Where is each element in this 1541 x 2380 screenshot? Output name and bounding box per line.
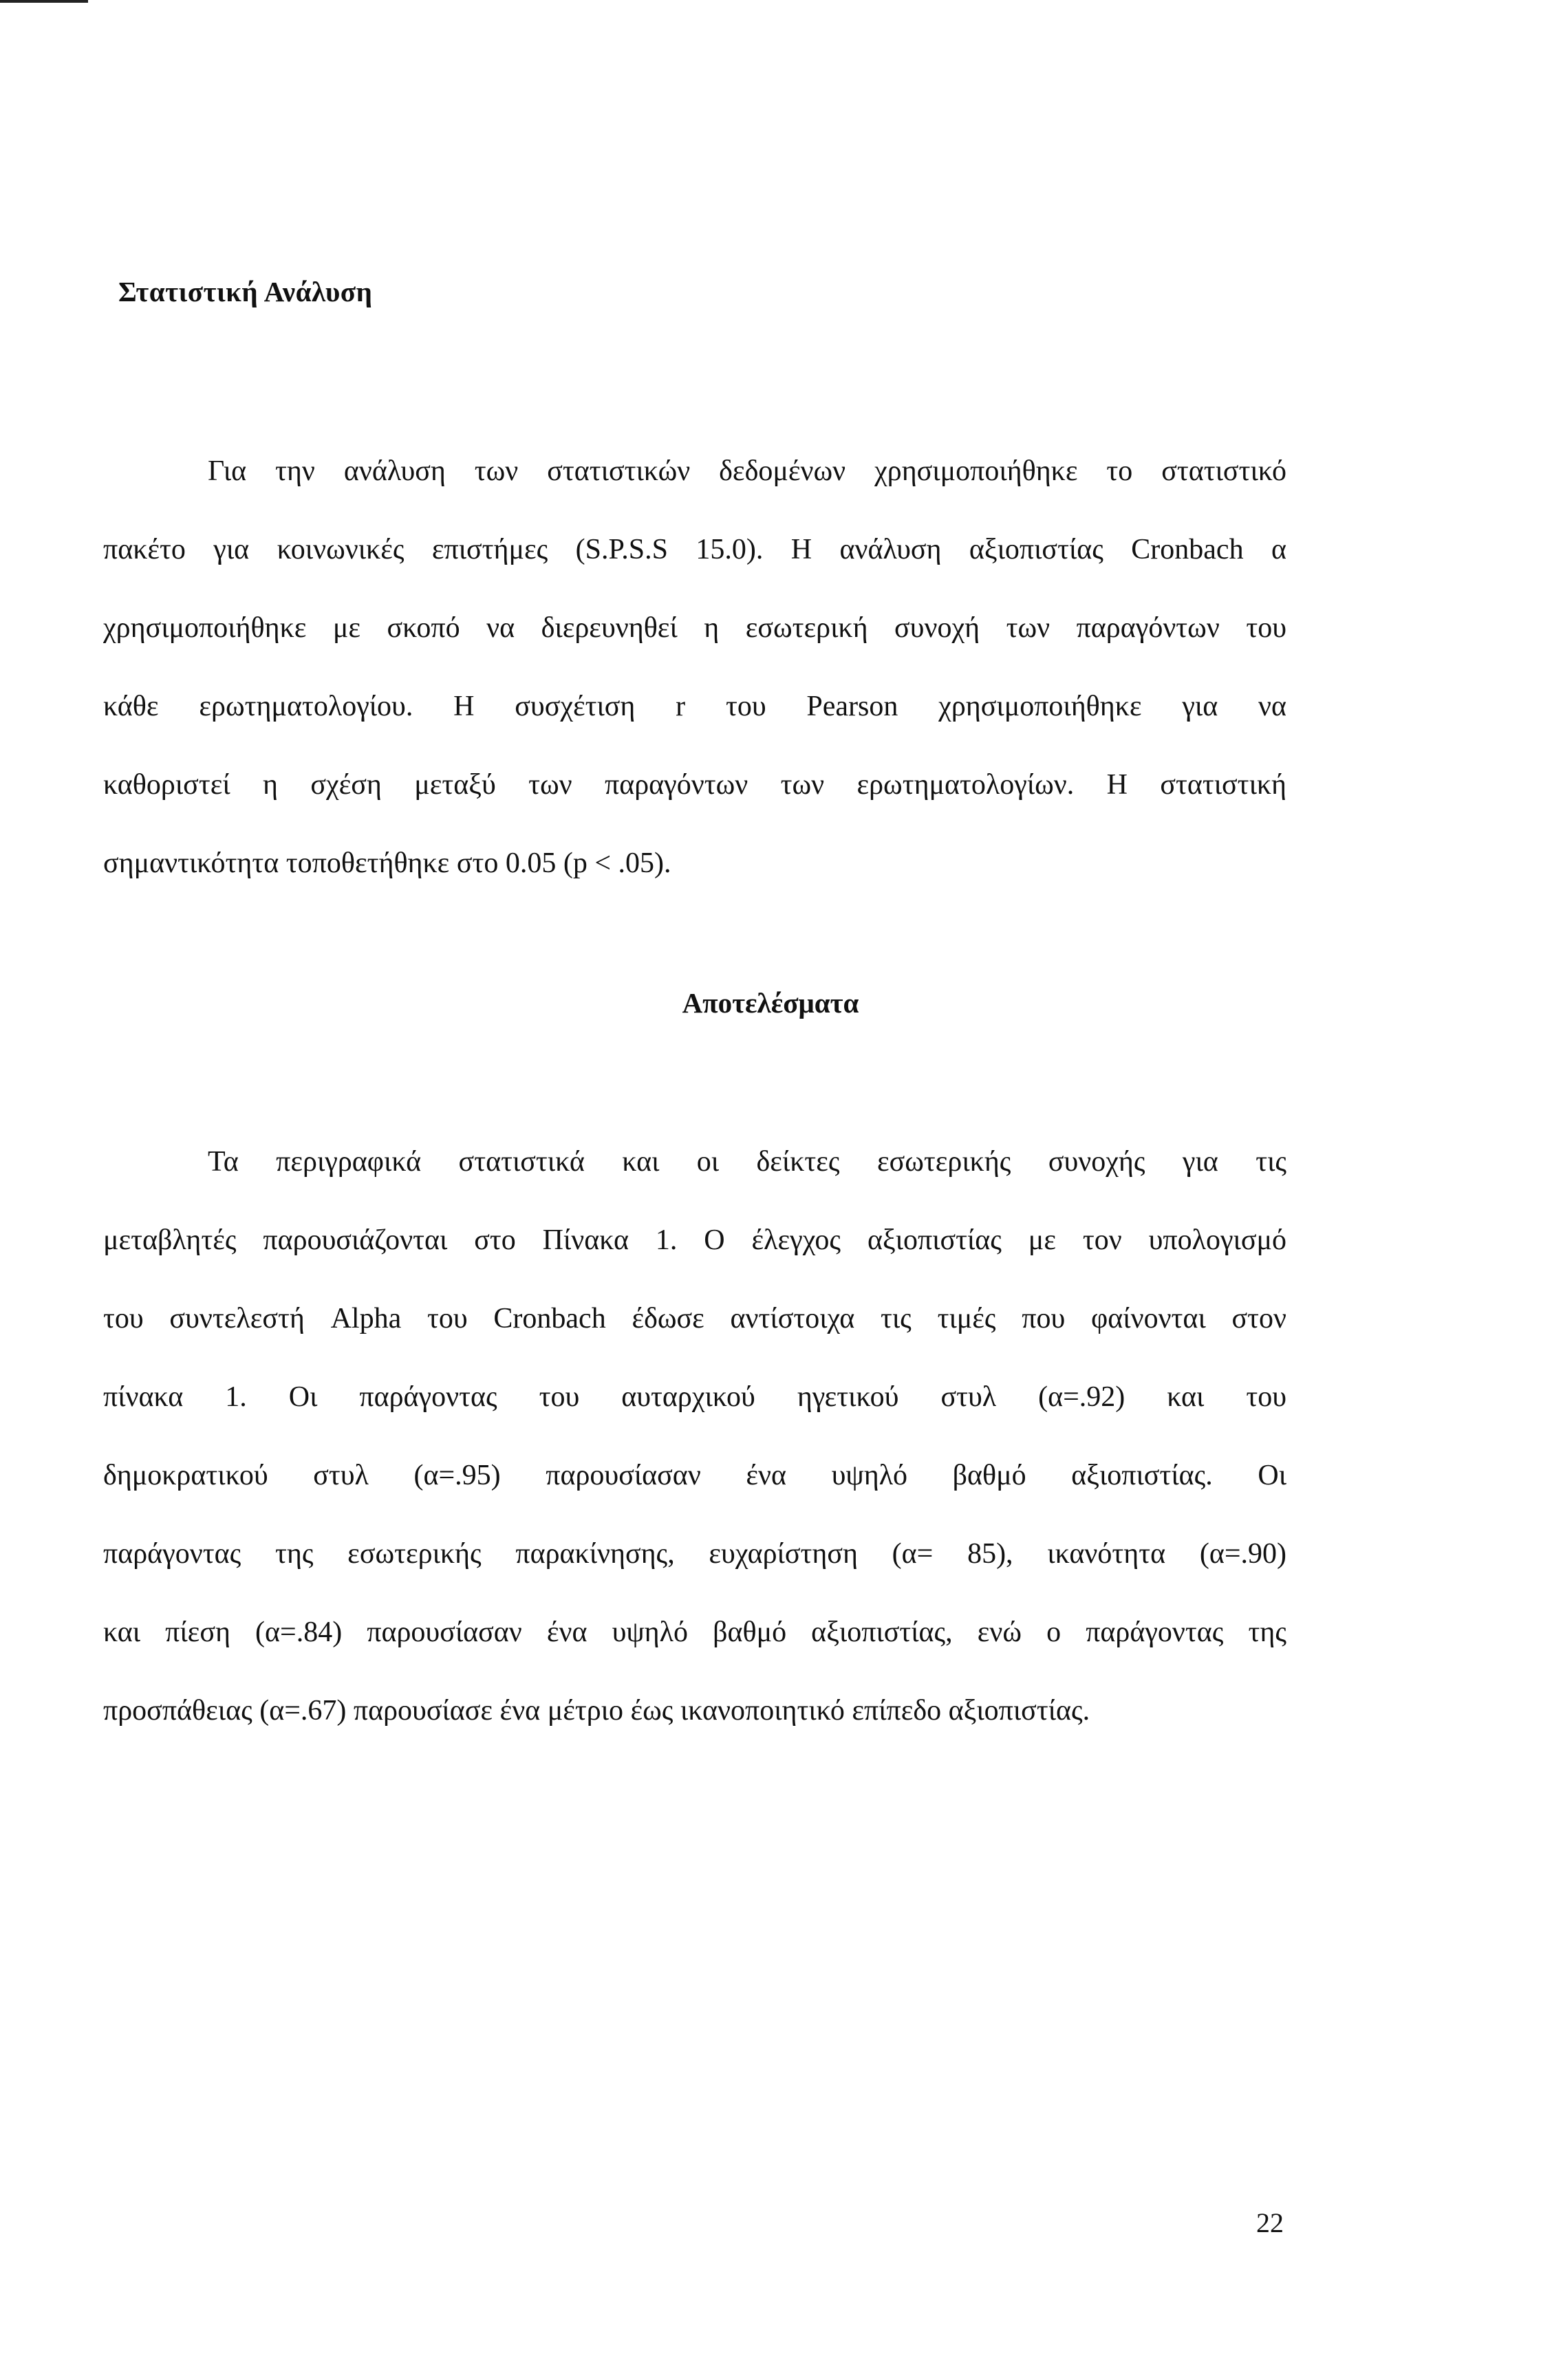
paragraph-line: δημοκρατικού στυλ (α=.95) παρουσίασαν ένα υψηλό βαθμό αξιοπιστίας. Οι	[103, 1460, 1286, 1491]
paragraph-line: χρησιμοποιήθηκε με σκοπό να διερευνηθεί η εσωτερική συνοχή των παραγόντων του	[103, 612, 1286, 644]
page-number: 22	[1256, 2207, 1284, 2238]
statistical-analysis-paragraph	[103, 432, 1286, 902]
paragraph-line: μεταβλητές παρουσιάζονται στο Πίνακα 1. Ο έλεγχος αξιοπιστίας με τον υπολογισμό	[103, 1224, 1286, 1256]
paragraph-line: πακέτο για κοινωνικές επιστήμες (S.P.S.S 15.0). Η ανάλυση αξιοπιστίας Cronbach α	[103, 534, 1286, 565]
paragraph-line: κάθε ερωτηματολογίου. Η συσχέτιση r του Pearson χρησιμοποιήθηκε για να	[103, 691, 1286, 722]
paragraph-line: και πίεση (α=.84) παρουσίασαν ένα υψηλό βαθμό αξιοπιστίας, ενώ ο παράγοντας της	[103, 1616, 1286, 1648]
paragraph-line: προσπάθειας (α=.67) παρουσίασε ένα μέτριο έως ικανοποιητικό επίπεδο αξιοπιστίας.	[103, 1695, 1090, 1727]
paragraph-line: παράγοντας της εσωτερικής παρακίνησης, ευχαρίστηση (α= 85), ικανότητα (α=.90)	[103, 1538, 1286, 1570]
scan-edge-mark	[0, 0, 88, 3]
paragraph-line: σημαντικότητα τοποθετήθηκε στο 0.05 (p < .05).	[103, 847, 671, 879]
results-title: Αποτελέσματα	[682, 987, 859, 1019]
paragraph-line: Για την ανάλυση των στατιστικών δεδομένων χρησιμοποιήθηκε το στατιστικό	[208, 455, 1286, 487]
paragraph-line: Τα περιγραφικά στατιστικά και οι δείκτες εσωτερικής συνοχής για τις	[208, 1146, 1286, 1178]
results-paragraph	[103, 1123, 1286, 1750]
paragraph-line: πίνακα 1. Οι παράγοντας του αυταρχικού ηγετικού στυλ (α=.92) και του	[103, 1381, 1286, 1413]
section-title: Στατιστική Ανάλυση	[118, 276, 373, 307]
paragraph-line: καθοριστεί η σχέση μεταξύ των παραγόντων των ερωτηματολογίων. Η στατιστική	[103, 769, 1286, 801]
paragraph-line: του συντελεστή Alpha του Cronbach έδωσε αντίστοιχα τις τιμές που φαίνονται στον	[103, 1303, 1286, 1334]
